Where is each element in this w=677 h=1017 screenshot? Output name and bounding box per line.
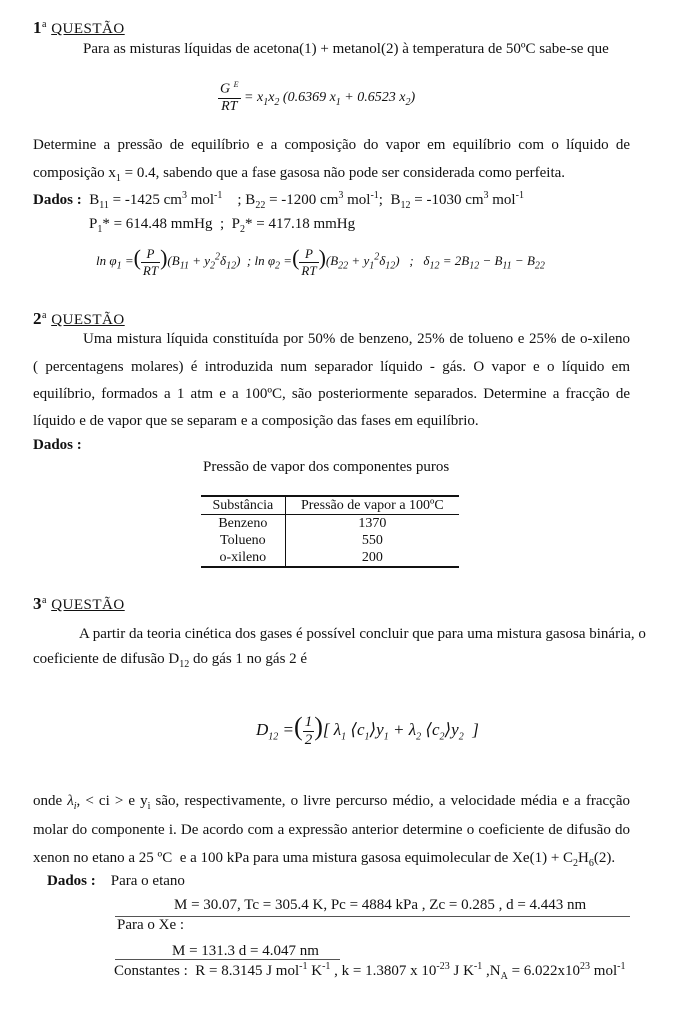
q1-heading [33, 18, 125, 38]
q1-intro: Para as misturas líquidas de acetona(1) + metanol(2) à temperatura de 50ºC sabe-se que [83, 41, 609, 57]
q1-text-line1: Determine a pressão de equilíbrio e a composição do vapor em equilíbrio com o líquido de [33, 137, 630, 153]
q1-fugacity-eqs: $\ln \varphi_1$ =( $\frac{P}{RT}$ )$(B_{11} + y_2^2\delta_{12})$ ; $\ln \varphi_2$ =( $\frac{P}{RT}$ )$(B_{22} + y_1^2\delta_{12})$ ; $\delta_{12} = 2B_{12} - B_{11} - B_{22}$ [96, 245, 545, 278]
q3-dados-row [47, 873, 185, 890]
vapor-pressure-table [201, 495, 459, 568]
q3-line4: molar do componente i. De acordo com a expressão anterior determine o coeficiente de difusão do [33, 822, 630, 838]
q3-number: 3 [33, 594, 42, 613]
table-cell: 1370 [358, 515, 387, 531]
q1-ordinal: a [42, 19, 47, 30]
q2-label: QUESTÃO [51, 312, 125, 328]
q3-label: QUESTÃO [51, 597, 125, 613]
q3-dados-label: Dados : [47, 873, 96, 889]
q3-line2: coeficiente de difusão $D_{12}$ do gás 1 no gás 2 é [33, 651, 308, 670]
q1-dados-row2: $P_1* = 614.48$ mmHg ; $P_2* = 417.18$ mmHg [89, 216, 356, 235]
q3-formula: $D_{12}$ =( $\frac{1}{2}$ )[ $\lambda_1$ $⟨c_1⟩y_1 + \lambda_2$ $⟨c_2⟩y_2$ ] [256, 712, 479, 748]
table-cell: Benzeno [201, 515, 285, 533]
q3-xe-values: M = 131.3 d = 4.047 nm [172, 943, 319, 959]
q3-para-etano: Para o etano [110, 873, 185, 889]
q1-text-line2: composição $x_1 = 0.4$, sabendo que a fase gasosa não pode ser considerada como perfeita. [33, 165, 566, 184]
q2-dados-label: Dados : [33, 437, 82, 453]
table-cell: Tolueno [201, 532, 285, 549]
table-row [201, 515, 459, 533]
table-cell: o-xileno [201, 549, 285, 567]
q1-number: 1 [33, 18, 42, 37]
q3-heading [33, 594, 125, 614]
table-row [201, 549, 459, 567]
table-cell: 550 [361, 532, 383, 548]
q3-line5: xenon no etano a 25 ºC e a 100 kPa para uma mistura gasosa equimolecular de $Xe(1) + C_2H_6(2)$. [33, 850, 616, 869]
q1-dados-row1: Dados : $B_{11} = -1425$ $cm^3$ mol$^{-1}$ ; $B_{22} = -1200$ $cm^3$ mol$^{-1}$; $B_{12} = -1030$ $cm^3$ mol$^{-1}$ [33, 190, 524, 211]
table-header-pressure: Pressão de vapor a 100ºC [285, 496, 459, 515]
q3-ordinal: a [42, 595, 47, 606]
table-cell: 200 [285, 549, 459, 567]
q1-formula: $\frac{G ^E}{RT}$ = $x_1x_2$ (0.6369 $x_1 + 0.6523$ $x_2$) [220, 80, 416, 114]
q2-line1: Uma mistura líquida constituída por 50% de benzeno, 25% de tolueno e 25% de o-xileno [83, 331, 630, 347]
table-header-row [201, 496, 459, 515]
q2-heading [33, 309, 125, 329]
table-header-substance: Substância [201, 496, 285, 515]
q3-etano-values: M = 30.07, Tc = 305.4 K, Pc = 4884 kPa , Zc = 0.285 , d = 4.443 nm [174, 897, 587, 913]
q3-constantes: Constantes : R = 8.3145 J mol$^{-1}$ $K^{-1}$ , k = 1.3807 x $10^{-23}$ J $K^{-1}$ $,N_A = 6.022x10^{23}$ mol$^{-1}$ [114, 961, 626, 982]
q3-line3: onde $\lambda_i$, < ci > e $y_i$ são, respectivamente, o livre percurso médio, a velocidade média e a fracção [33, 793, 630, 812]
divider-line [115, 959, 340, 960]
divider-line [115, 916, 630, 917]
table-row [201, 532, 459, 549]
q1-dados-label: Dados : [33, 192, 82, 208]
q2-line4: líquido e de vapor que se separam e a composição das fases em equilíbrio. [33, 413, 479, 429]
q3-para-xe: Para o Xe : [117, 917, 185, 933]
q3-line1: A partir da teoria cinética dos gases é possível concluir que para uma mistura gasosa binária, o [79, 626, 646, 642]
q2-number: 2 [33, 309, 42, 328]
q2-table-title: Pressão de vapor dos componentes puros [203, 459, 450, 475]
q2-line3: equilíbrio, formados a 1 atm e a 100ºC, são posteriormente separados. Determine a fracção de [33, 386, 630, 402]
q1-label: QUESTÃO [51, 21, 125, 37]
q2-ordinal: a [42, 310, 47, 321]
q2-line2: ( percentagens molares) é introduzida num separador líquido - gás. O vapor e o líquido em [33, 359, 630, 375]
